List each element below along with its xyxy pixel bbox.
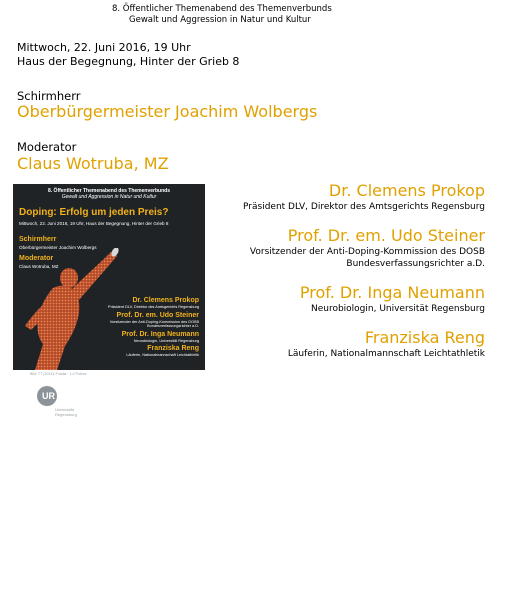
poster-speaker-name: Dr. Clemens Prokop — [132, 297, 199, 304]
speaker-list — [185, 181, 485, 373]
speaker-role: Neurobiologin, Universität Regensburg — [310, 304, 485, 314]
poster-speaker-list — [108, 297, 199, 360]
poster-header — [13, 188, 205, 200]
university-logo — [36, 385, 96, 417]
moderator-label: Moderator — [17, 140, 77, 154]
poster-speaker-role: Vorsitzender der Anti-Doping-Kommission des DOSB — [109, 319, 199, 324]
event-location: Haus der Begegnung, Hinter der Grieb 8 — [17, 55, 240, 68]
poster-title: Doping: Erfolg um jeden Preis? — [19, 207, 169, 218]
speaker-name: Prof. Dr. em. Udo Steiner — [287, 226, 485, 245]
speaker-entry — [185, 328, 485, 360]
poster-speaker-name: Prof. Dr. Inga Neumann — [121, 330, 199, 338]
poster-header-line-2: Gewalt und Aggression in Natur und Kultur — [61, 194, 157, 200]
poster-header-line-1: 8. Öffentlicher Themenabend des Themenverbunds — [48, 188, 170, 194]
poster-speaker-entry — [108, 312, 199, 329]
speaker-entry — [185, 226, 485, 270]
university-logo-caption: Universität Regensburg — [55, 407, 77, 417]
event-poster — [13, 184, 205, 370]
patron-label: Schirmherr — [17, 89, 81, 103]
header-line-2: Gewalt und Aggression in Natur und Kultur — [129, 15, 311, 25]
poster-speaker-role: Bundesverfassungsrichter a.D. — [147, 324, 199, 328]
poster-speaker-entry — [108, 297, 199, 310]
moderator-name: Claus Wotruba, MZ — [17, 154, 169, 173]
ur-logo-letters: UR — [42, 391, 55, 401]
poster-speaker-name: Franziska Reng — [147, 345, 199, 352]
speaker-name: Dr. Clemens Prokop — [328, 181, 485, 200]
event-info — [17, 41, 239, 69]
poster-moderator-name: Claus Wotruba, MZ — [19, 264, 59, 269]
poster-speaker-entry — [108, 345, 199, 358]
speaker-role: Läuferin, Nationalmannschaft Leichtathletik — [287, 349, 485, 359]
poster-moderator-label: Moderator — [19, 255, 54, 262]
page-header — [112, 4, 332, 26]
speaker-role: Bundesverfassungsrichter a.D. — [346, 259, 485, 269]
speaker-name: Prof. Dr. Inga Neumann — [299, 283, 485, 302]
poster-patron-name: Oberbürgermeister Joachim Wolbergs — [19, 245, 97, 250]
poster-patron-label: Schirmherr — [19, 236, 57, 243]
poster-credit: Bild: TT (2014)/ Fotolia · 1.0 Polenz — [30, 372, 87, 376]
header-line-1: 8. Öffentlicher Themenabend des Themenverbunds — [112, 4, 332, 14]
speaker-entry — [185, 181, 485, 213]
speaker-role: Vorsitzender der Anti-Doping-Kommission des DOSB — [249, 247, 485, 257]
speaker-entry — [185, 283, 485, 315]
poster-speaker-role: Läuferin, Nationalmannschaft Leichtathletik — [126, 353, 199, 357]
event-date: Mittwoch, 22. Juni 2016, 19 Uhr — [17, 41, 191, 54]
speaker-role: Präsident DLV, Direktor des Amtsgerichts Regensburg — [243, 202, 485, 212]
poster-date: Mittwoch, 22. Juni 2016, 19 Uhr, Haus der Begegnung, Hinter der Grieb 8 — [19, 221, 169, 226]
poster-speaker-role: Neurobiologin, Universität Regensburg — [133, 338, 199, 343]
poster-speaker-role: Präsident DLV, Direktor des Amtsgerichts Regensburg — [108, 305, 199, 309]
speaker-name: Franziska Reng — [364, 328, 485, 347]
poster-speaker-entry — [108, 331, 199, 344]
poster-speaker-name: Prof. Dr. em. Udo Steiner — [116, 311, 199, 319]
patron-name: Oberbürgermeister Joachim Wolbergs — [17, 102, 318, 121]
